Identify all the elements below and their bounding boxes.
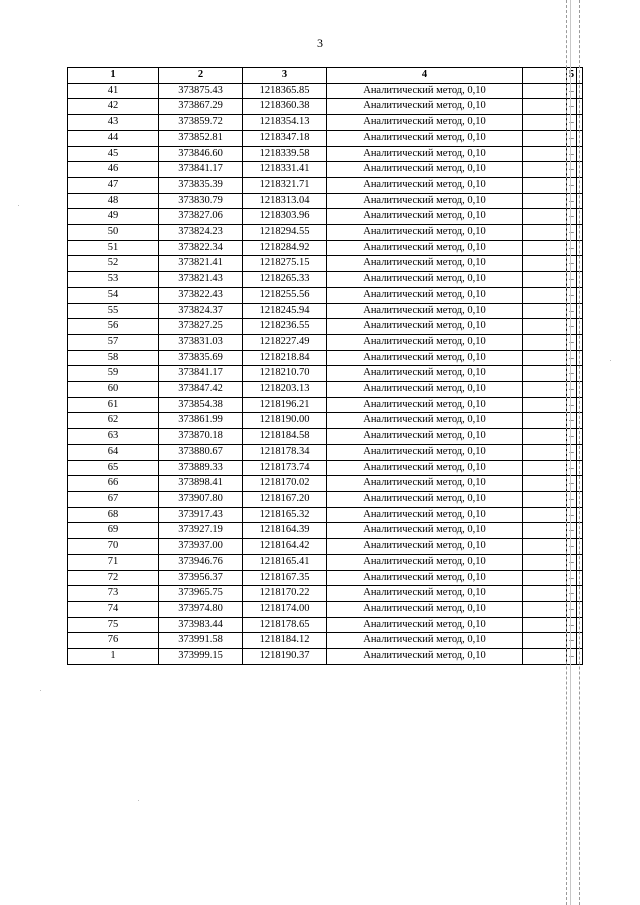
cell-y-coordinate: 1218354.13 — [243, 115, 327, 131]
cell-empty-gap — [523, 350, 567, 366]
cell-x-coordinate: 373822.34 — [159, 240, 243, 256]
cell-empty-gap — [523, 523, 567, 539]
cell-empty-gap — [523, 272, 567, 288]
cell-point-number: 50 — [68, 225, 159, 241]
cell-x-coordinate: 373907.80 — [159, 491, 243, 507]
cell-column-5: – — [567, 209, 577, 225]
cell-y-coordinate: 1218218.84 — [243, 350, 327, 366]
cell-column-5: – — [567, 177, 577, 193]
cell-column-5: – — [567, 523, 577, 539]
cell-x-coordinate: 373875.43 — [159, 83, 243, 99]
cell-method-accuracy: Аналитический метод, 0,10 — [327, 586, 523, 602]
table-row — [68, 272, 583, 288]
cell-point-number: 44 — [68, 130, 159, 146]
cell-method-accuracy: Аналитический метод, 0,10 — [327, 115, 523, 131]
cell-column-5: – — [567, 570, 577, 586]
cell-point-number: 51 — [68, 240, 159, 256]
cell-empty-gap — [523, 83, 567, 99]
cell-y-coordinate: 1218167.20 — [243, 491, 327, 507]
cell-point-number: 67 — [68, 491, 159, 507]
cell-x-coordinate: 373999.15 — [159, 649, 243, 665]
cell-column-5: – — [567, 319, 577, 335]
cell-column-5: – — [567, 193, 577, 209]
cell-point-number: 74 — [68, 601, 159, 617]
cell-empty-gap — [523, 177, 567, 193]
table-body — [68, 83, 583, 664]
cell-column-5: – — [567, 460, 577, 476]
cell-method-accuracy: Аналитический метод, 0,10 — [327, 382, 523, 398]
cell-x-coordinate: 373889.33 — [159, 460, 243, 476]
cell-empty-gap — [523, 287, 567, 303]
cell-empty-gap — [523, 444, 567, 460]
scan-speck — [18, 205, 19, 206]
cell-x-coordinate: 373859.72 — [159, 115, 243, 131]
table-row — [68, 397, 583, 413]
cell-point-number: 60 — [68, 382, 159, 398]
cell-empty-gap — [523, 366, 567, 382]
cell-empty-gap — [523, 193, 567, 209]
cell-empty-gap — [523, 633, 567, 649]
cell-column-5: – — [567, 413, 577, 429]
cell-column-5: – — [567, 287, 577, 303]
cell-y-coordinate: 1218167.35 — [243, 570, 327, 586]
cell-empty-gap — [523, 130, 567, 146]
cell-method-accuracy: Аналитический метод, 0,10 — [327, 146, 523, 162]
table-row — [68, 491, 583, 507]
table-row — [68, 83, 583, 99]
cell-method-accuracy: Аналитический метод, 0,10 — [327, 366, 523, 382]
table-row — [68, 413, 583, 429]
cell-point-number: 70 — [68, 539, 159, 555]
scan-speck — [138, 800, 139, 801]
cell-point-number: 54 — [68, 287, 159, 303]
cell-x-coordinate: 373854.38 — [159, 397, 243, 413]
cell-point-number: 43 — [68, 115, 159, 131]
cell-x-coordinate: 373927.19 — [159, 523, 243, 539]
cell-point-number: 53 — [68, 272, 159, 288]
cell-point-number: 62 — [68, 413, 159, 429]
cell-point-number: 75 — [68, 617, 159, 633]
cell-x-coordinate: 373991.58 — [159, 633, 243, 649]
cell-column-5: – — [567, 225, 577, 241]
header-point-number: 1 — [68, 68, 159, 84]
cell-empty-gap — [523, 319, 567, 335]
cell-method-accuracy: Аналитический метод, 0,10 — [327, 570, 523, 586]
cell-point-number: 61 — [68, 397, 159, 413]
cell-method-accuracy: Аналитический метод, 0,10 — [327, 617, 523, 633]
table-row — [68, 444, 583, 460]
cell-method-accuracy: Аналитический метод, 0,10 — [327, 523, 523, 539]
cell-column-5: – — [567, 586, 577, 602]
cell-column-5: – — [567, 272, 577, 288]
cell-x-coordinate: 373827.25 — [159, 319, 243, 335]
cell-column-5: – — [567, 83, 577, 99]
cell-empty-gap — [523, 460, 567, 476]
cell-method-accuracy: Аналитический метод, 0,10 — [327, 507, 523, 523]
scan-speck — [610, 360, 611, 361]
cell-empty-gap — [523, 397, 567, 413]
cell-x-coordinate: 373937.00 — [159, 539, 243, 555]
cell-y-coordinate: 1218210.70 — [243, 366, 327, 382]
cell-point-number: 69 — [68, 523, 159, 539]
table-row — [68, 177, 583, 193]
cell-empty-gap — [523, 146, 567, 162]
cell-y-coordinate: 1218255.56 — [243, 287, 327, 303]
cell-method-accuracy: Аналитический метод, 0,10 — [327, 397, 523, 413]
cell-y-coordinate: 1218360.38 — [243, 99, 327, 115]
cell-column-5: – — [567, 397, 577, 413]
cell-empty-gap — [523, 240, 567, 256]
cell-method-accuracy: Аналитический метод, 0,10 — [327, 350, 523, 366]
cell-x-coordinate: 373824.37 — [159, 303, 243, 319]
cell-point-number: 55 — [68, 303, 159, 319]
cell-y-coordinate: 1218184.12 — [243, 633, 327, 649]
cell-column-5: – — [567, 554, 577, 570]
scan-edge-line — [570, 0, 571, 905]
cell-y-coordinate: 1218190.00 — [243, 413, 327, 429]
cell-x-coordinate: 373822.43 — [159, 287, 243, 303]
cell-x-coordinate: 373821.41 — [159, 256, 243, 272]
cell-empty-gap — [523, 413, 567, 429]
table-row — [68, 633, 583, 649]
cell-y-coordinate: 1218196.21 — [243, 397, 327, 413]
cell-y-coordinate: 1218165.41 — [243, 554, 327, 570]
cell-method-accuracy: Аналитический метод, 0,10 — [327, 413, 523, 429]
cell-point-number: 48 — [68, 193, 159, 209]
cell-x-coordinate: 373830.79 — [159, 193, 243, 209]
cell-column-5: – — [567, 366, 577, 382]
table-header-row — [68, 68, 583, 84]
table-row — [68, 586, 583, 602]
cell-method-accuracy: Аналитический метод, 0,10 — [327, 83, 523, 99]
cell-column-5: – — [567, 507, 577, 523]
cell-y-coordinate: 1218174.00 — [243, 601, 327, 617]
cell-empty-gap — [523, 162, 567, 178]
cell-empty-gap — [523, 382, 567, 398]
table-row — [68, 287, 583, 303]
cell-method-accuracy: Аналитический метод, 0,10 — [327, 444, 523, 460]
header-column-5: 5 — [567, 68, 577, 84]
table-row — [68, 303, 583, 319]
table-row — [68, 539, 583, 555]
cell-method-accuracy: Аналитический метод, 0,10 — [327, 130, 523, 146]
cell-point-number: 68 — [68, 507, 159, 523]
cell-empty-gap — [523, 570, 567, 586]
cell-point-number: 66 — [68, 476, 159, 492]
cell-method-accuracy: Аналитический метод, 0,10 — [327, 334, 523, 350]
table-row — [68, 225, 583, 241]
cell-point-number: 63 — [68, 429, 159, 445]
table-row — [68, 649, 583, 665]
cell-x-coordinate: 373827.06 — [159, 209, 243, 225]
cell-method-accuracy: Аналитический метод, 0,10 — [327, 177, 523, 193]
scan-speck — [40, 690, 41, 691]
header-y-coordinate: 3 — [243, 68, 327, 84]
cell-y-coordinate: 1218331.41 — [243, 162, 327, 178]
page-number: 3 — [317, 36, 323, 50]
cell-x-coordinate: 373846.60 — [159, 146, 243, 162]
cell-x-coordinate: 373847.42 — [159, 382, 243, 398]
cell-point-number: 49 — [68, 209, 159, 225]
cell-y-coordinate: 1218275.15 — [243, 256, 327, 272]
cell-y-coordinate: 1218178.65 — [243, 617, 327, 633]
cell-y-coordinate: 1218165.32 — [243, 507, 327, 523]
cell-y-coordinate: 1218227.49 — [243, 334, 327, 350]
cell-empty-gap — [523, 476, 567, 492]
cell-column-5: – — [567, 350, 577, 366]
cell-x-coordinate: 373974.80 — [159, 601, 243, 617]
cell-x-coordinate: 373867.29 — [159, 99, 243, 115]
cell-method-accuracy: Аналитический метод, 0,10 — [327, 319, 523, 335]
cell-point-number: 46 — [68, 162, 159, 178]
cell-point-number: 71 — [68, 554, 159, 570]
table-row — [68, 162, 583, 178]
cell-point-number: 1 — [68, 649, 159, 665]
table-row — [68, 99, 583, 115]
cell-column-5: – — [567, 240, 577, 256]
scan-edge-line — [579, 0, 580, 905]
table-row — [68, 366, 583, 382]
cell-y-coordinate: 1218265.33 — [243, 272, 327, 288]
table-row — [68, 256, 583, 272]
table-row — [68, 130, 583, 146]
cell-empty-gap — [523, 601, 567, 617]
cell-column-5: – — [567, 256, 577, 272]
cell-column-5: – — [567, 649, 577, 665]
cell-column-5: – — [567, 162, 577, 178]
cell-point-number: 73 — [68, 586, 159, 602]
header-empty-gap — [523, 68, 567, 84]
cell-method-accuracy: Аналитический метод, 0,10 — [327, 240, 523, 256]
cell-empty-gap — [523, 256, 567, 272]
cell-method-accuracy: Аналитический метод, 0,10 — [327, 256, 523, 272]
cell-method-accuracy: Аналитический метод, 0,10 — [327, 272, 523, 288]
cell-method-accuracy: Аналитический метод, 0,10 — [327, 303, 523, 319]
cell-column-5: – — [567, 491, 577, 507]
cell-method-accuracy: Аналитический метод, 0,10 — [327, 476, 523, 492]
cell-point-number: 72 — [68, 570, 159, 586]
cell-empty-gap — [523, 539, 567, 555]
cell-point-number: 58 — [68, 350, 159, 366]
cell-empty-gap — [523, 209, 567, 225]
cell-point-number: 56 — [68, 319, 159, 335]
cell-y-coordinate: 1218321.71 — [243, 177, 327, 193]
cell-y-coordinate: 1218365.85 — [243, 83, 327, 99]
cell-point-number: 42 — [68, 99, 159, 115]
table-row — [68, 554, 583, 570]
cell-point-number: 47 — [68, 177, 159, 193]
cell-empty-gap — [523, 491, 567, 507]
cell-method-accuracy: Аналитический метод, 0,10 — [327, 491, 523, 507]
cell-method-accuracy: Аналитический метод, 0,10 — [327, 539, 523, 555]
cell-method-accuracy: Аналитический метод, 0,10 — [327, 554, 523, 570]
cell-y-coordinate: 1218173.74 — [243, 460, 327, 476]
cell-method-accuracy: Аналитический метод, 0,10 — [327, 429, 523, 445]
cell-point-number: 52 — [68, 256, 159, 272]
cell-empty-gap — [523, 507, 567, 523]
cell-y-coordinate: 1218294.55 — [243, 225, 327, 241]
table-row — [68, 209, 583, 225]
cell-y-coordinate: 1218170.22 — [243, 586, 327, 602]
cell-y-coordinate: 1218303.96 — [243, 209, 327, 225]
cell-method-accuracy: Аналитический метод, 0,10 — [327, 649, 523, 665]
cell-point-number: 76 — [68, 633, 159, 649]
scan-edge-line — [566, 0, 567, 905]
cell-method-accuracy: Аналитический метод, 0,10 — [327, 460, 523, 476]
cell-point-number: 41 — [68, 83, 159, 99]
cell-column-5: – — [567, 303, 577, 319]
cell-x-coordinate: 373824.23 — [159, 225, 243, 241]
cell-column-5: – — [567, 539, 577, 555]
cell-y-coordinate: 1218164.39 — [243, 523, 327, 539]
cell-y-coordinate: 1218203.13 — [243, 382, 327, 398]
cell-empty-gap — [523, 617, 567, 633]
cell-x-coordinate: 373965.75 — [159, 586, 243, 602]
cell-x-coordinate: 373917.43 — [159, 507, 243, 523]
cell-empty-gap — [523, 429, 567, 445]
cell-column-5: – — [567, 130, 577, 146]
table-row — [68, 193, 583, 209]
cell-x-coordinate: 373956.37 — [159, 570, 243, 586]
cell-empty-gap — [523, 586, 567, 602]
cell-column-5: – — [567, 334, 577, 350]
cell-x-coordinate: 373852.81 — [159, 130, 243, 146]
cell-column-5: – — [567, 476, 577, 492]
cell-y-coordinate: 1218313.04 — [243, 193, 327, 209]
cell-point-number: 64 — [68, 444, 159, 460]
cell-y-coordinate: 1218339.58 — [243, 146, 327, 162]
cell-method-accuracy: Аналитический метод, 0,10 — [327, 99, 523, 115]
cell-empty-gap — [523, 99, 567, 115]
table-row — [68, 334, 583, 350]
table-row — [68, 240, 583, 256]
cell-x-coordinate: 373861.99 — [159, 413, 243, 429]
cell-x-coordinate: 373841.17 — [159, 162, 243, 178]
cell-y-coordinate: 1218284.92 — [243, 240, 327, 256]
cell-x-coordinate: 373835.69 — [159, 350, 243, 366]
table-row — [68, 319, 583, 335]
cell-method-accuracy: Аналитический метод, 0,10 — [327, 193, 523, 209]
cell-column-5: – — [567, 617, 577, 633]
coordinates-table — [67, 67, 583, 665]
cell-empty-gap — [523, 115, 567, 131]
cell-point-number: 45 — [68, 146, 159, 162]
header-method-accuracy: 4 — [327, 68, 523, 84]
cell-column-5: – — [567, 99, 577, 115]
cell-method-accuracy: Аналитический метод, 0,10 — [327, 601, 523, 617]
cell-y-coordinate: 1218170.02 — [243, 476, 327, 492]
table-row — [68, 523, 583, 539]
cell-x-coordinate: 373821.43 — [159, 272, 243, 288]
table-row — [68, 601, 583, 617]
table-row — [68, 460, 583, 476]
cell-empty-gap — [523, 554, 567, 570]
cell-x-coordinate: 373880.67 — [159, 444, 243, 460]
cell-method-accuracy: Аналитический метод, 0,10 — [327, 225, 523, 241]
cell-empty-gap — [523, 303, 567, 319]
cell-column-5: – — [567, 115, 577, 131]
cell-empty-gap — [523, 225, 567, 241]
header-x-coordinate: 2 — [159, 68, 243, 84]
table-row — [68, 507, 583, 523]
cell-empty-gap — [523, 334, 567, 350]
cell-point-number: 65 — [68, 460, 159, 476]
cell-x-coordinate: 373835.39 — [159, 177, 243, 193]
cell-y-coordinate: 1218190.37 — [243, 649, 327, 665]
cell-y-coordinate: 1218184.58 — [243, 429, 327, 445]
cell-column-5: – — [567, 429, 577, 445]
table-row — [68, 146, 583, 162]
cell-y-coordinate: 1218347.18 — [243, 130, 327, 146]
cell-y-coordinate: 1218178.34 — [243, 444, 327, 460]
cell-x-coordinate: 373841.17 — [159, 366, 243, 382]
cell-x-coordinate: 373983.44 — [159, 617, 243, 633]
cell-column-5: – — [567, 601, 577, 617]
cell-column-5: – — [567, 633, 577, 649]
cell-column-5: – — [567, 382, 577, 398]
cell-method-accuracy: Аналитический метод, 0,10 — [327, 633, 523, 649]
cell-y-coordinate: 1218164.42 — [243, 539, 327, 555]
cell-method-accuracy: Аналитический метод, 0,10 — [327, 209, 523, 225]
table-row — [68, 617, 583, 633]
cell-column-5: – — [567, 444, 577, 460]
cell-point-number: 59 — [68, 366, 159, 382]
table-row — [68, 115, 583, 131]
cell-column-5: – — [567, 146, 577, 162]
cell-empty-gap — [523, 649, 567, 665]
table-row — [68, 350, 583, 366]
table-row — [68, 570, 583, 586]
table-row — [68, 476, 583, 492]
cell-y-coordinate: 1218245.94 — [243, 303, 327, 319]
table-row — [68, 382, 583, 398]
cell-x-coordinate: 373831.03 — [159, 334, 243, 350]
cell-method-accuracy: Аналитический метод, 0,10 — [327, 287, 523, 303]
cell-x-coordinate: 373946.76 — [159, 554, 243, 570]
table-row — [68, 429, 583, 445]
cell-y-coordinate: 1218236.55 — [243, 319, 327, 335]
cell-x-coordinate: 373870.18 — [159, 429, 243, 445]
cell-method-accuracy: Аналитический метод, 0,10 — [327, 162, 523, 178]
cell-x-coordinate: 373898.41 — [159, 476, 243, 492]
cell-point-number: 57 — [68, 334, 159, 350]
